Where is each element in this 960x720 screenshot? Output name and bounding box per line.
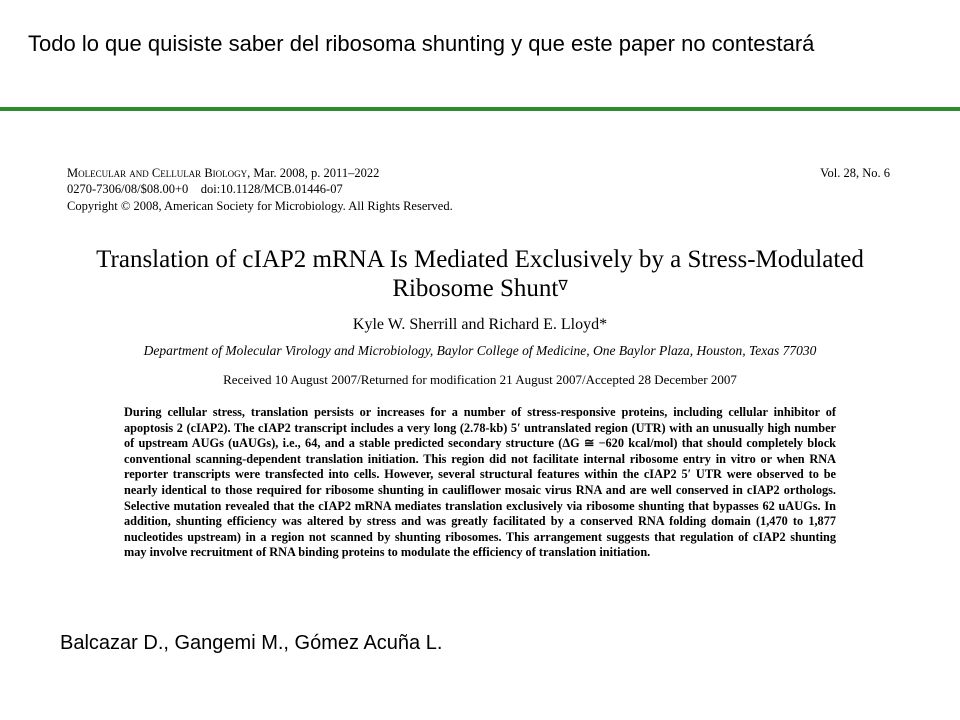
title-footnote-mark: ∇ (558, 279, 568, 294)
paper-title (80, 245, 880, 303)
paper-authors: Kyle W. Sherrill and Richard E. Lloyd* (352, 316, 608, 333)
paper-title-text: Translation of cIAP2 mRNA Is Mediated Exclusively by a Stress-Modulated Ribosome Shunt (96, 246, 864, 302)
journal-citation (67, 166, 379, 181)
journal-volume: Vol. 28, No. 6 (820, 166, 890, 180)
paper-affiliation: Department of Molecular Virology and Microbiology, Baylor College of Medicine, One Baylor Plaza, Houston, Texas 77030 (143, 343, 817, 358)
received-dates: Received 10 August 2007/Returned for modification 21 August 2007/Accepted 28 December 2007 (223, 372, 737, 387)
journal-date-pages: , Mar. 2008, p. 2011–2022 (247, 166, 380, 180)
presenter-names: Balcazar D., Gangemi M., Gómez Acuña L. (60, 632, 443, 654)
slide-title: Todo lo que quisiste saber del ribosoma shunting y que este paper no contestará (28, 31, 815, 56)
issn-doi: 0270-7306/08/$08.00+0 doi:10.1128/MCB.01446-07 (67, 182, 343, 196)
journal-name: Molecular and Cellular Biology (67, 166, 248, 180)
paper-abstract: During cellular stress, translation persists or increases for a number of stress-responsive proteins, including cellular inhibitor of apoptosis 2 (cIAP2). The cIAP2 transcript includes a very long (2.78-kb) 5′ untranslated region (UTR) with an unusually high number of upstream AUGs (uAUGs), i.e., 64, and a stable predicted secondary structure (ΔG ≅ −620 kcal/mol) that should completely block conventional scanning-dependent translation initiation. This region did not facilitate internal ribosome entry in vitro or when RNA reporter transcripts were transfected into cells. However, several structural features within the cIAP2 5′ UTR were observed to be nearly identical to those required for ribosome shunting in cauliflower mosaic virus RNA and are well conserved in cIAP2 orthologs. Selective mutation revealed that the cIAP2 mRNA mediates translation exclusively via ribosome shunting that bypasses 62 uAUGs. In addition, shunting efficiency was altered by stress and was greatly facilitated by a conserved RNA folding domain (1,470 to 1,877 nucleotides upstream) in a region not scanned by shunting ribosomes. This arrangement suggests that regulation of cIAP2 shunting may involve recruitment of RNA binding proteins to modulate the efficiency of translation initiation. (124, 405, 836, 560)
copyright-notice: Copyright © 2008, American Society for Microbiology. All Rights Reserved. (67, 199, 453, 213)
title-divider (0, 107, 960, 111)
